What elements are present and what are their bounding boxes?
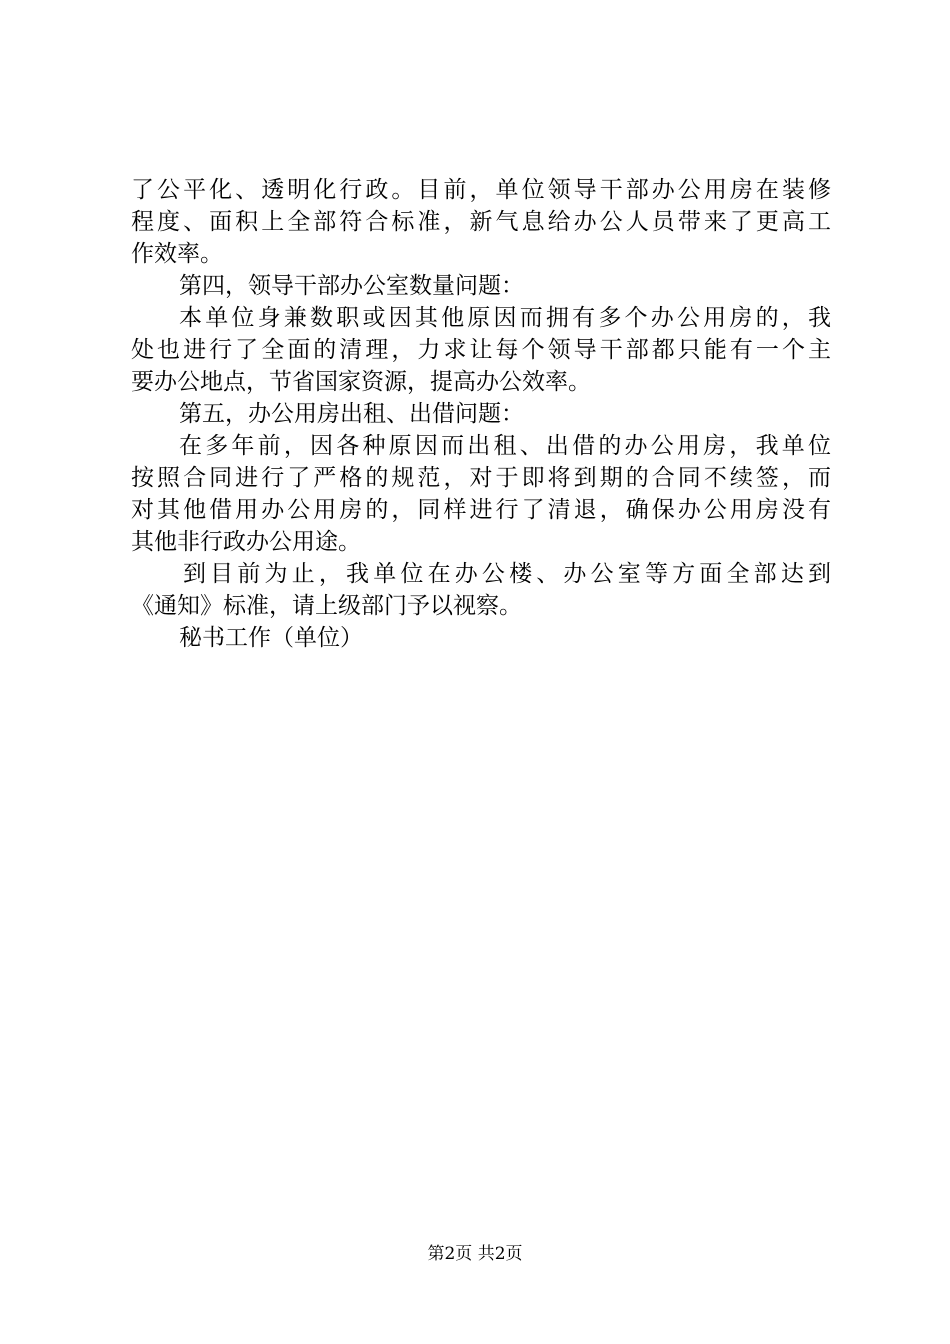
text-line: 处也进行了全面的清理，力求让每个领导干部都只能有一个主	[131, 337, 831, 363]
section-heading-5: 第五，办公用房出租、出借问题：	[179, 401, 524, 427]
text-line: 《通知》标准，请上级部门予以视察。	[131, 593, 522, 619]
signature-line: 秘书工作（单位）	[179, 625, 363, 651]
text-line: 按照合同进行了严格的规范，对于即将到期的合同不续签，而	[131, 465, 831, 491]
section-heading-4: 第四，领导干部办公室数量问题：	[179, 273, 524, 299]
paragraph-start: 在多年前，因各种原因而出租、出借的办公用房，我单位	[179, 433, 831, 459]
paragraph-start: 到目前为止，我单位在办公楼、办公室等方面全部达到	[183, 561, 831, 587]
text-line: 对其他借用办公用房的，同样进行了清退，确保办公用房没有	[131, 497, 831, 523]
document-body	[131, 174, 831, 654]
text-line: 要办公地点，节省国家资源，提高办公效率。	[131, 369, 591, 395]
text-line: 程度、面积上全部符合标准，新气息给办公人员带来了更高工	[131, 209, 831, 235]
text-line: 作效率。	[131, 241, 223, 267]
text-line: 其他非行政办公用途。	[131, 529, 361, 555]
text-line: 了公平化、透明化行政。目前，单位领导干部办公用房在装修	[131, 177, 831, 203]
paragraph-start: 本单位身兼数职或因其他原因而拥有多个办公用房的，我	[179, 305, 831, 331]
page-footer: 第2页 共2页	[427, 1244, 523, 1264]
